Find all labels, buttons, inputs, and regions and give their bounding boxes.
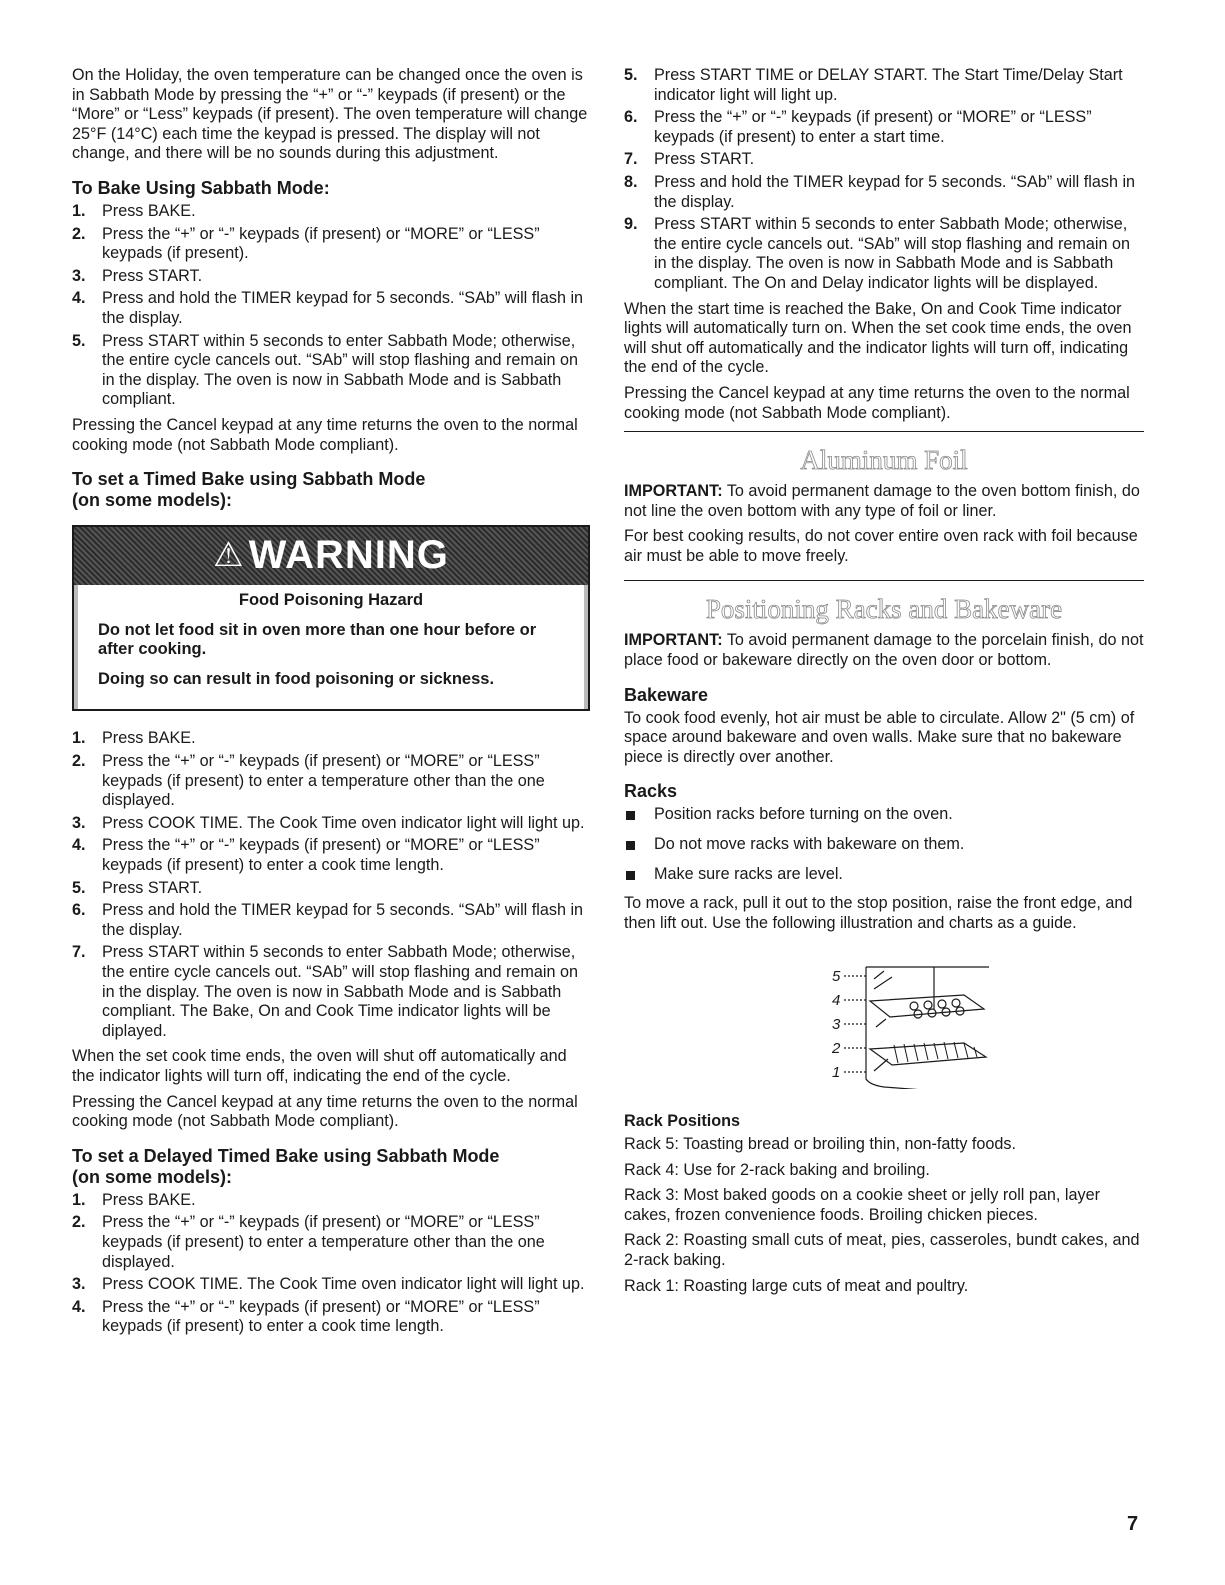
list-item: 6. Press the “+” or “-” keypads (if present) or “MORE” or “LESS” keypads (if present) to enter a start time. — [624, 108, 1092, 146]
bake-sabbath-steps — [72, 202, 590, 410]
foil-tip: For best cooking results, do not cover entire oven rack with foil because air must be able to move freely. — [624, 527, 1138, 565]
list-item: 2. Press the “+” or “-” keypads (if present) or “MORE” or “LESS” keypads (if present) to enter a temperature other than the one displayed. — [72, 1213, 545, 1271]
left-column — [72, 66, 590, 1343]
rack-position-5: Rack 5: Toasting bread or broiling thin, non-fatty foods. — [624, 1135, 1017, 1153]
list-item: 5. Press START TIME or DELAY START. The Start Time/Delay Start indicator light will light up. — [624, 66, 1123, 104]
rack-position-2: Rack 2: Roasting small cuts of meat, pies, casseroles, bundt cakes, and 2-rack baking. — [624, 1231, 1140, 1269]
rack-label-2: 2 — [832, 1040, 841, 1058]
list-item: 4. Press and hold the TIMER keypad for 5 seconds. “SAb” will flash in the display. — [72, 289, 584, 327]
list-item: 3. Press COOK TIME. The Cook Time oven indicator light will light up. — [72, 1275, 585, 1294]
rack-positions-heading: Rack Positions — [624, 1112, 741, 1130]
list-item: 8. Press and hold the TIMER keypad for 5 seconds. “SAb” will flash in the display. — [624, 172, 1136, 211]
list-item: 5. Press START. — [72, 878, 203, 897]
list-item: Make sure racks are level. — [624, 865, 1144, 885]
timed-bake-heading: To set a Timed Bake using Sabbath Mode (on some models): — [72, 469, 426, 511]
bake-sabbath-heading: To Bake Using Sabbath Mode: — [72, 177, 330, 198]
positioning-racks-title: Positioning Racks and Bakeware — [624, 580, 1144, 625]
list-item: 4. Press the “+” or “-” keypads (if present) or “MORE” or “LESS” keypads (if present) to enter a cook time length. — [72, 836, 540, 875]
timed-cancel-note: Pressing the Cancel keypad at any time returns the oven to the normal cooking mode (not Sabbath Mode compliant). — [72, 1092, 578, 1131]
list-item: 9. Press START within 5 seconds to enter Sabbath Mode; otherwise, the entire cycle cancels out. “SAb” will stop flashing and remain on in the display. The oven is now in Sabbath Mode and is Sabbath compliant. The On and Delay indicator lights will be displayed. — [624, 215, 1130, 292]
foil-important: IMPORTANT: To avoid permanent damage to the oven bottom finish, do not line the oven bottom with any type of foil or liner. — [624, 482, 1140, 520]
warning-box — [72, 525, 590, 711]
delayed-bake-heading: To set a Delayed Timed Bake using Sabbath Mode (on some models): — [72, 1145, 500, 1187]
racks-heading: Racks — [624, 781, 678, 802]
warning-body — [74, 585, 588, 709]
list-item: 7. Press START. — [624, 150, 755, 169]
list-item: 3. Press START. — [72, 266, 203, 285]
rack-label-1: 1 — [832, 1064, 841, 1082]
list-item: Do not move racks with bakeware on them. — [624, 835, 1144, 855]
bakeware-text: To cook food evenly, hot air must be able to circulate. Allow 2" (5 cm) of space around bakeware and oven walls. Make sure that no bakeware piece is directly over another. — [624, 708, 1135, 766]
page-number: 7 — [1127, 1513, 1139, 1535]
rack-label-3: 3 — [832, 1016, 841, 1034]
delayed-bake-steps — [72, 1191, 590, 1337]
list-item: 6. Press and hold the TIMER keypad for 5 seconds. “SAb” will flash in the display. — [72, 901, 584, 939]
aluminum-foil-title: Aluminum Foil — [624, 431, 1144, 476]
bake-cancel-note: Pressing the Cancel keypad at any time returns the oven to the normal cooking mode (not Sabbath Mode compliant). — [72, 415, 578, 454]
delayed-bake-steps-continued — [624, 66, 1144, 294]
list-item: 1. Press BAKE. — [72, 1190, 196, 1209]
rack-label-4: 4 — [832, 992, 841, 1010]
rack-positions-illustration — [814, 959, 994, 1089]
timed-bake-steps — [72, 729, 590, 1041]
list-item: 5. Press START within 5 seconds to enter Sabbath Mode; otherwise, the entire cycle cancels out. “SAb” will stop flashing and remain on in the display. The oven is now in Sabbath Mode and is Sabbath compliant. — [72, 331, 578, 409]
racks-important: IMPORTANT: To avoid permanent damage to the porcelain finish, do not place food or bakeware directly on the oven door or bottom. — [624, 631, 1144, 670]
delayed-cancel-note: Pressing the Cancel keypad at any time returns the oven to the normal cooking mode (not Sabbath Mode compliant). — [624, 383, 1130, 422]
list-item: 7. Press START within 5 seconds to enter Sabbath Mode; otherwise, the entire cycle cancels out. “SAb” will stop flashing and remain on in the display. The oven is now in Sabbath Mode and is Sabbath compliant. The Bake, On and Cook Time indicator lights will be diplayed. — [72, 943, 578, 1040]
rack-position-3: Rack 3: Most baked goods on a cookie sheet or jelly roll pan, layer cakes, frozen convenience foods. Broiling chicken pieces. — [624, 1186, 1100, 1224]
warning-hazard: Food Poisoning Hazard — [238, 591, 424, 610]
list-item: 2. Press the “+” or “-” keypads (if present) or “MORE” or “LESS” keypads (if present). — [72, 224, 540, 263]
right-column — [624, 66, 1144, 1302]
delayed-start-note: When the start time is reached the Bake, On and Cook Time indicator lights will automatically turn on. When the set cook time ends, the oven will shut off automatically and the indicator lights will turn off, indicating the end of the cycle. — [624, 299, 1132, 377]
timed-end-note: When the set cook time ends, the oven will shut off automatically and the indicator lights will turn off, indicating the end of the cycle. — [72, 1047, 567, 1085]
list-item: 1. Press BAKE. — [72, 729, 196, 748]
rack-position-1: Rack 1: Roasting large cuts of meat and poultry. — [624, 1276, 969, 1295]
warning-line-1: Do not let food sit in oven more than one hour before or after cooking. — [98, 620, 537, 659]
list-item: 3. Press COOK TIME. The Cook Time oven indicator light will light up. — [72, 813, 585, 832]
warning-triangle-icon: ⚠ — [213, 536, 245, 575]
rack-position-4: Rack 4: Use for 2-rack baking and broiling. — [624, 1160, 930, 1179]
warning-line-2: Doing so can result in food poisoning or sickness. — [98, 669, 495, 688]
list-item: 4. Press the “+” or “-” keypads (if present) or “MORE” or “LESS” keypads (if present) to enter a cook time length. — [72, 1297, 540, 1336]
rack-label-5: 5 — [832, 968, 841, 986]
rack-move-text: To move a rack, pull it out to the stop position, raise the front edge, and then lift out. Use the following illustration and charts as a guide. — [624, 894, 1133, 932]
bakeware-heading: Bakeware — [624, 684, 709, 705]
list-item: Position racks before turning on the oven. — [624, 805, 1144, 825]
list-item: 2. Press the “+” or “-” keypads (if present) or “MORE” or “LESS” keypads (if present) to enter a temperature other than the one displayed. — [72, 752, 545, 810]
list-item: 1. Press BAKE. — [72, 201, 196, 220]
warning-banner: ⚠ WARNING — [74, 527, 588, 585]
racks-bullets — [624, 805, 1144, 884]
holiday-intro: On the Holiday, the oven temperature can be changed once the oven is in Sabbath Mode by pressing the “+” or “-” keypads (if present) or the “More” or “Less” keypads (if present). The oven temperature will change 25°F (14°C) each time the keypad is pressed. The display will not change, and there will be no sounds during this adjustment. — [72, 66, 588, 163]
